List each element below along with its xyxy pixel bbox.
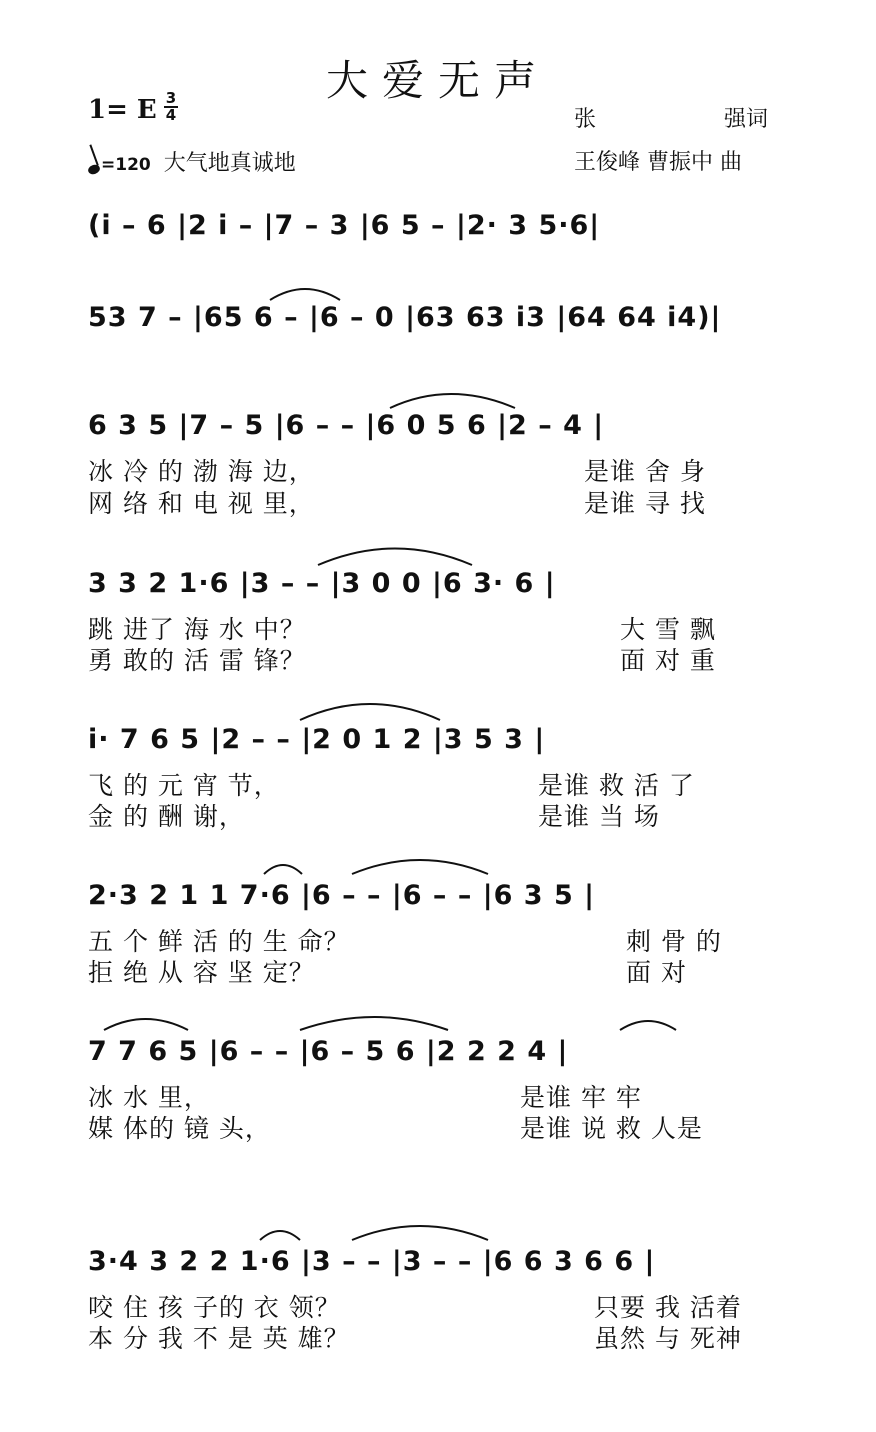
lyric-row-7-verse1: 冰 水 里，	[88, 1083, 210, 1112]
notation-row-1: (i – 6 |2 i – |7 – 3 |6 5 – |2· 3 5·6|	[88, 210, 601, 241]
tie-row4	[318, 549, 472, 566]
lyric-row-3-verse2: 网 络 和 电 视 里，	[88, 489, 315, 518]
tie-row5	[300, 704, 440, 720]
notation-row-8: 3·4 3 2 2 1·6 |3 – – |3 – – |6 6 3 6 6 |	[88, 1246, 656, 1277]
lyric-row-5-verse2-b: 是谁 当 场	[538, 802, 660, 831]
tempo-value: =120	[101, 155, 151, 175]
tie-row8	[352, 1226, 488, 1240]
tie-row3	[390, 394, 515, 408]
song-title: 大爱无声	[325, 56, 550, 105]
notation-row-3: 6 3 5 |7 – 5 |6 – – |6 0 5 6 |2 – 4 |	[88, 410, 605, 441]
lyric-row-7-verse1-b: 是谁 牢 牢	[520, 1083, 642, 1112]
tie-row2	[270, 289, 340, 300]
lyric-row-7-verse2: 媒 体的 镜 头，	[88, 1114, 271, 1143]
lyric-row-8-verse1-b: 只要 我 活着	[594, 1293, 742, 1322]
lyric-row-8-verse2-b: 虽然 与 死神	[594, 1324, 742, 1353]
notation-row-5: i· 7 6 5 |2 – – |2 0 1 2 |3 5 3 |	[88, 724, 546, 755]
slur-row8-a	[260, 1231, 300, 1240]
lyric-row-4-verse2-b: 面 对 重	[620, 646, 716, 675]
notation-row-2: 53 7 – |65 6 – |6 – 0 |63 63 i3 |64 64 i4)|	[88, 302, 722, 333]
lyric-row-3-verse2-b: 是谁 寻 找	[584, 489, 706, 518]
time-signature-top: 3	[165, 89, 177, 107]
time-signature	[164, 91, 178, 123]
lyricist-credit-2: 强词	[724, 107, 769, 132]
notation-row-6: 2·3 2 1 1 7·6 |6 – – |6 – – |6 3 5 |	[88, 880, 595, 911]
lyric-row-6-verse1: 五 个 鲜 活 的 生 命？	[88, 927, 350, 956]
quarter-note-icon	[87, 163, 101, 176]
tempo-marking	[88, 146, 296, 177]
lyricist-credit-1: 张	[574, 107, 597, 132]
composer-credit: 王俊峰 曹振中 曲	[574, 150, 742, 175]
lyric-row-4-verse1-b: 大 雪 飘	[620, 615, 716, 644]
key-signature: 1= E	[88, 95, 157, 125]
lyric-row-5-verse2: 金 的 酬 谢，	[88, 802, 245, 831]
lyric-row-8-verse2: 本 分 我 不 是 英 雄？	[88, 1324, 350, 1353]
slur-row6-a	[264, 865, 302, 874]
expression-text: 大气地真诚地	[163, 151, 296, 176]
lyric-row-6-verse2: 拒 绝 从 容 坚 定？	[88, 958, 315, 987]
lyric-row-8-verse1: 咬 住 孩 子的 衣 领？	[88, 1293, 341, 1322]
lyric-row-6-verse2-b: 面 对	[626, 958, 687, 987]
slur-row7-b	[620, 1021, 676, 1030]
lyric-row-3-verse1: 冰 冷 的 渤 海 边，	[88, 457, 315, 486]
tie-row6	[352, 860, 488, 874]
notation-row-7: 7 7 6 5 |6 – – |6 – 5 6 |2 2 2 4 |	[88, 1036, 569, 1067]
time-signature-bottom: 4	[165, 106, 177, 124]
slur-row7-a	[104, 1019, 188, 1030]
lyric-row-6-verse1-b: 刺 骨 的	[626, 927, 722, 956]
tie-row7	[300, 1017, 448, 1030]
lyric-row-5-verse1-b: 是谁 救 活 了	[538, 771, 695, 800]
lyric-row-5-verse1: 飞 的 元 宵 节，	[88, 771, 280, 800]
notation-row-4: 3 3 2 1·6 |3 – – |3 0 0 |6 3· 6 |	[88, 568, 556, 599]
lyric-row-4-verse2: 勇 敢的 活 雷 锋？	[88, 646, 306, 675]
lyric-row-4-verse1: 跳 进了 海 水 中？	[88, 615, 306, 644]
lyric-row-3-verse1-b: 是谁 舍 身	[584, 457, 706, 486]
lyric-row-7-verse2-b: 是谁 说 救 人是	[520, 1114, 703, 1143]
